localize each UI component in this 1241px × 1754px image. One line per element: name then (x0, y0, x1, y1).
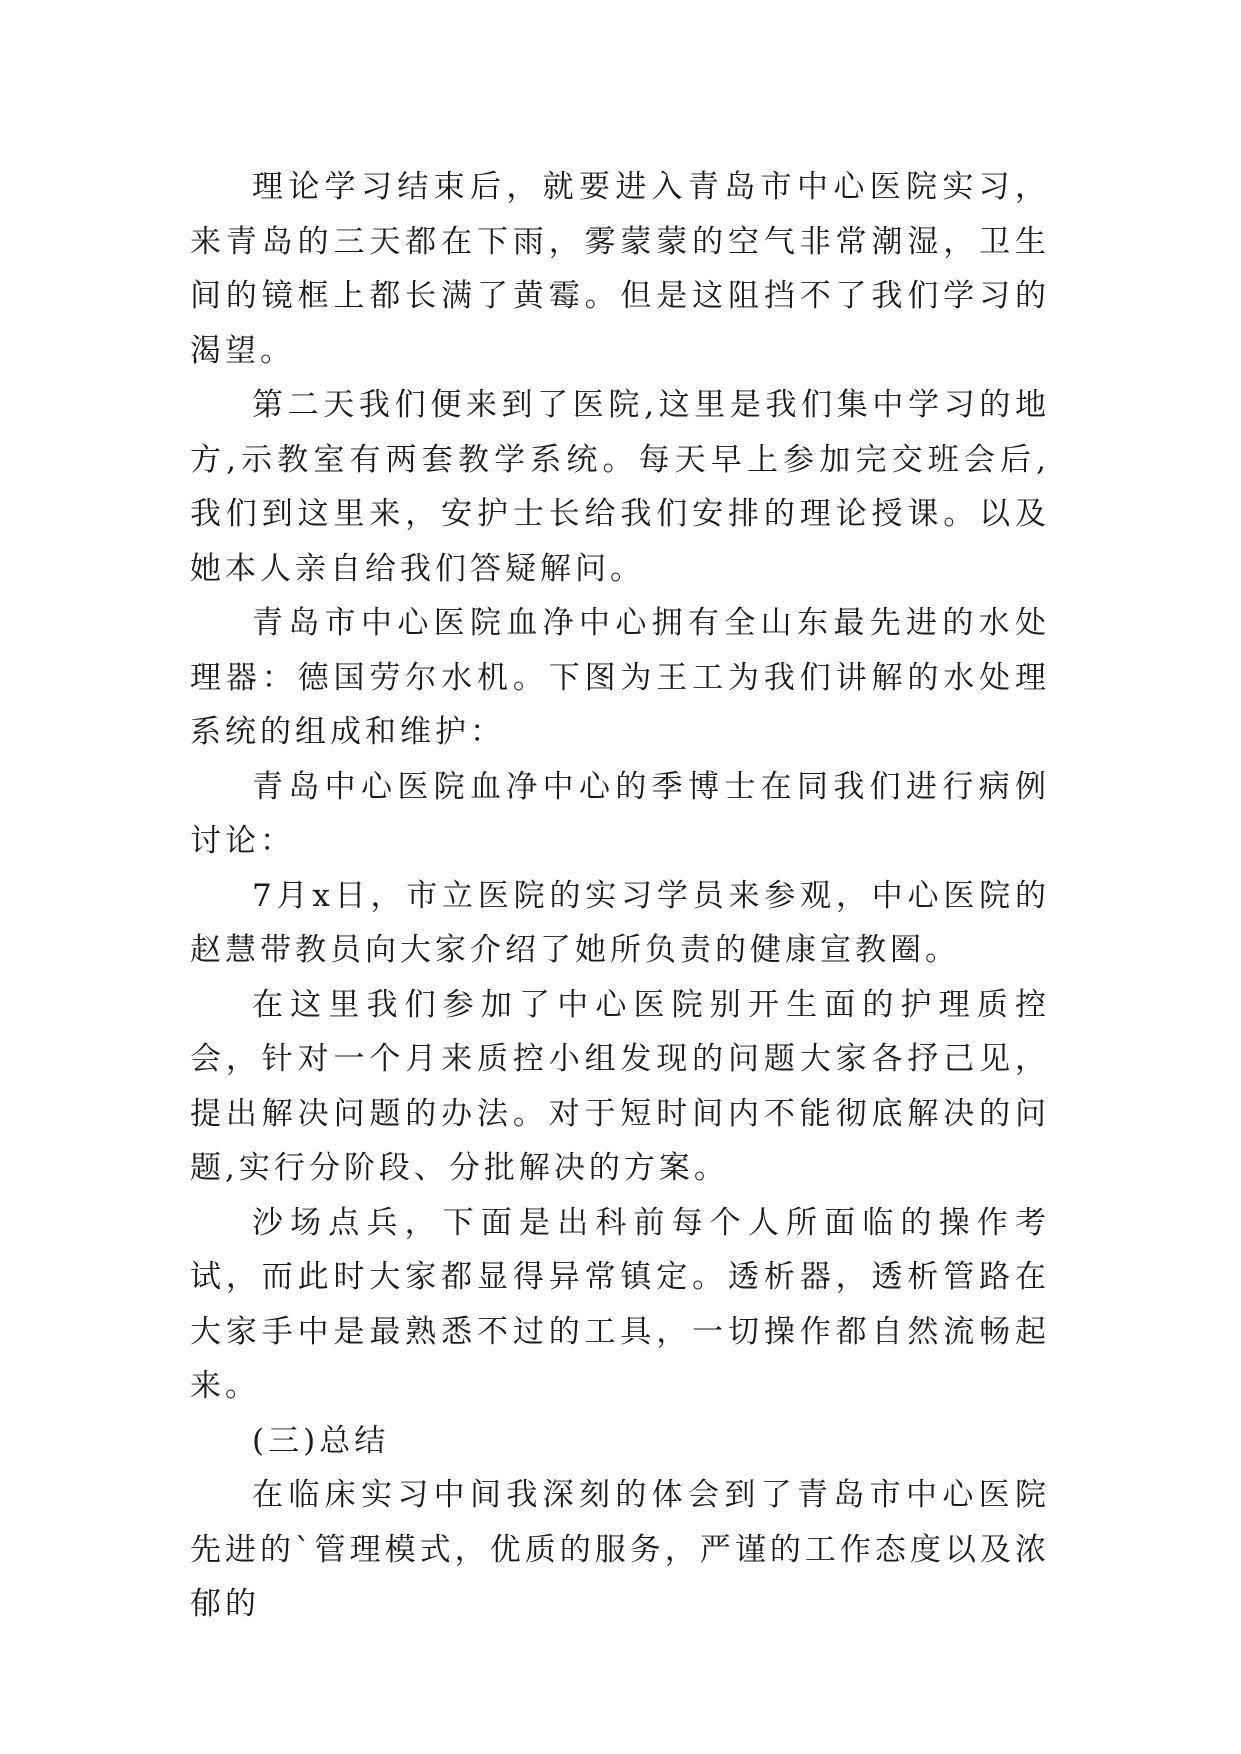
paragraph-exam: 沙场点兵，下面是出科前每个人所面临的操作考试，而此时大家都显得异常镇定。透析器，透析管路在大家手中是最熟悉不过的工具，一切操作都自然流畅起来。 (190, 1204, 1050, 1404)
document-body (190, 160, 1050, 1632)
paragraph-water-treatment: 青岛市中心医院血净中心拥有全山东最先进的水处理器：德国劳尔水机。下图为王工为我们讲解的水处理系统的组成和维护： (190, 605, 1050, 750)
paragraph-quality-meeting: 在这里我们参加了中心医院别开生面的护理质控会，针对一个月来质控小组发现的问题大家各抒己见，提出解决问题的办法。对于短时间内不能彻底解决的问题,实行分阶段、分批解决的方案。 (190, 986, 1050, 1186)
section-heading-summary: (三)总结 (252, 1422, 390, 1459)
paragraph-visit: 7月x日，市立医院的实习学员来参观，中心医院的赵慧带教员向大家介绍了她所负责的健康宣教圈。 (190, 877, 1050, 968)
paragraph-case-discussion: 青岛中心医院血净中心的季博士在同我们进行病例讨论： (190, 768, 1050, 859)
paragraph-internship-intro: 理论学习结束后，就要进入青岛市中心医院实习，来青岛的三天都在下雨，雾蒙蒙的空气非常潮湿，卫生间的镜框上都长满了黄霉。但是这阻挡不了我们学习的渴望。 (190, 169, 1050, 369)
paragraph-summary: 在临床实习中间我深刻的体会到了青岛市中心医院先进的`管理模式，优质的服务，严谨的工作态度以及浓郁的 (190, 1477, 1050, 1622)
paragraph-hospital-classroom: 第二天我们便来到了医院,这里是我们集中学习的地方,示教室有两套教学系统。每天早上参加完交班会后,我们到这里来，安护士长给我们安排的理论授课。以及她本人亲自给我们答疑解问。 (190, 387, 1050, 587)
